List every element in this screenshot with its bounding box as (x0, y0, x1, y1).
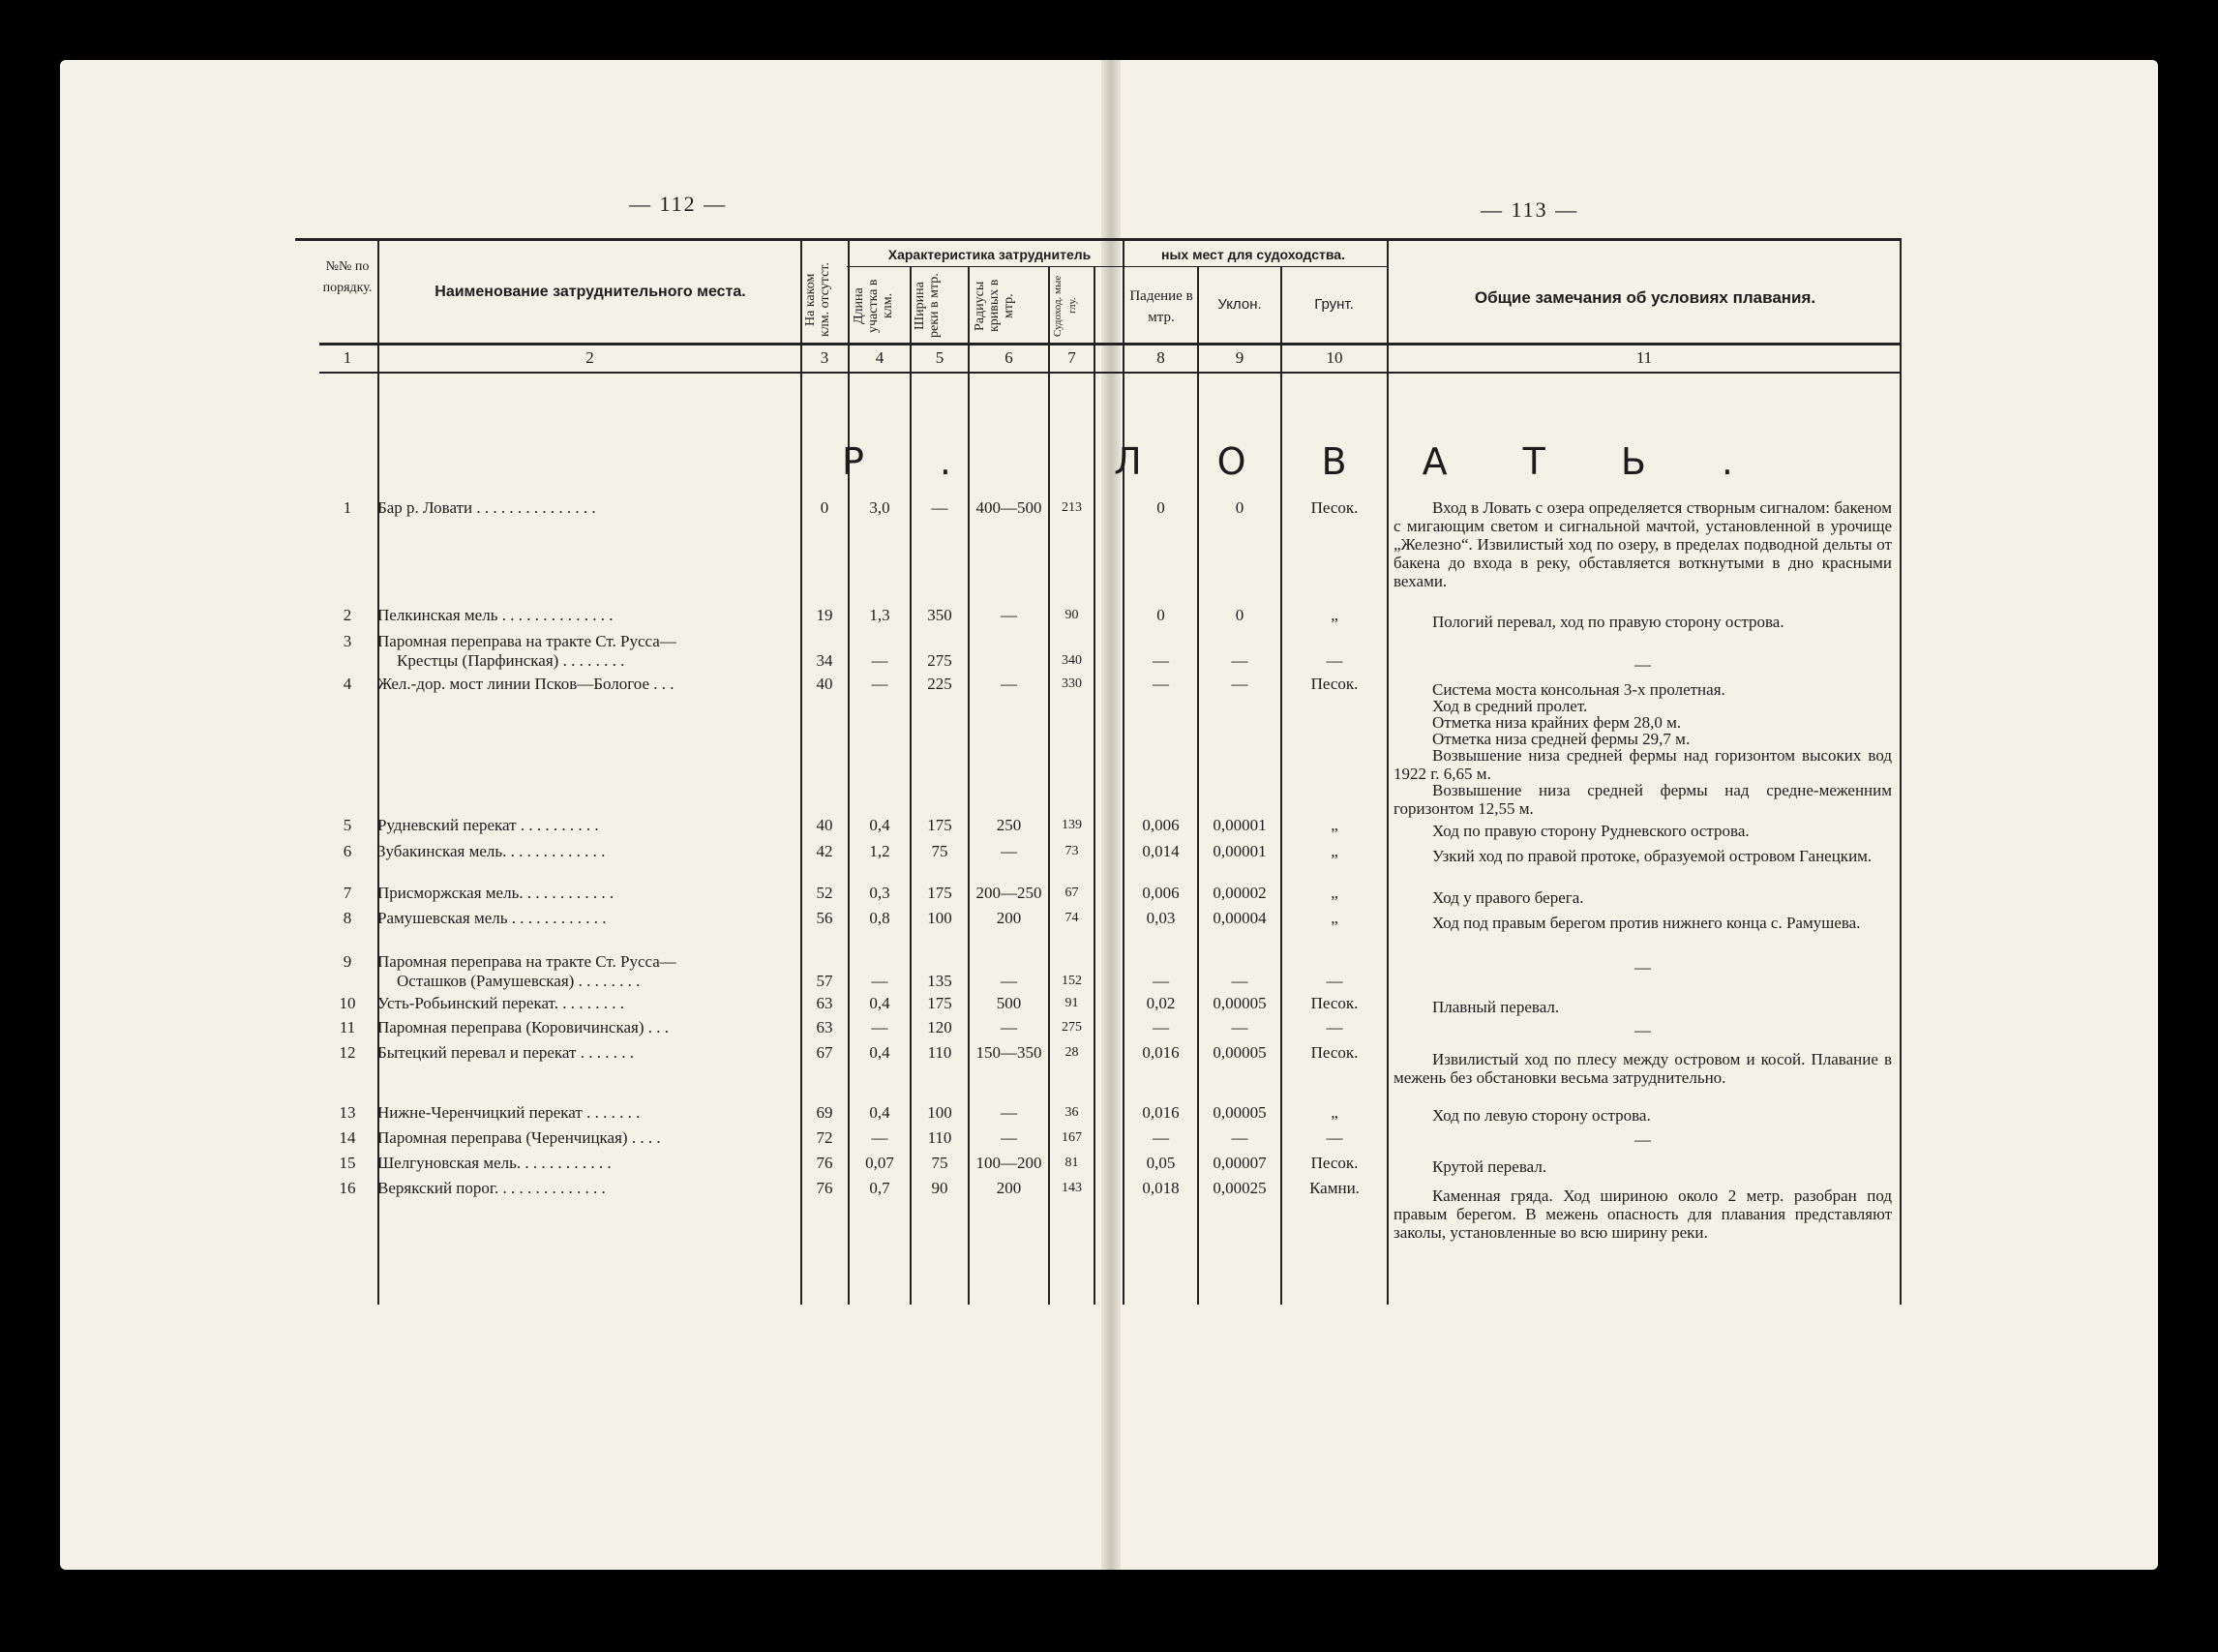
remark-text: Отметка низа средней фермы 29,7 м. (1432, 730, 1691, 748)
row-w: 175 (927, 994, 952, 1012)
row-w: 100 (927, 1103, 952, 1122)
col-number: 11 (1635, 348, 1653, 367)
row-name: Шелгуновская мель. . . . . . . . . . . . (377, 1154, 612, 1172)
row-name: Усть-Робьинский перекат. . . . . . . . . (377, 994, 624, 1012)
remark-text: Вход в Ловать с озера определяется створным сигналом: бакеном с мигающим светом и сигнальной мачтой, установленной в урочище „Железно“. Извилистый ход по озеру, в пределах подводной дельты от бакена до входа в реку, обставляется воткнутыми в дно красными вехами. (1394, 498, 1892, 590)
row-fall: 0,006 (1142, 884, 1180, 902)
col-divider (1094, 266, 1095, 1305)
row-slope: — (1231, 1018, 1248, 1036)
remark-text: Извилистый ход по плесу между островом и косой. Плавание в межень без обстановки весьма затруднительно. (1394, 1050, 1892, 1087)
row-w: 75 (931, 1154, 948, 1172)
row-fall: 0 (1156, 606, 1165, 624)
row-name-cont: Крестцы (Парфинская) . . . . . . . . (397, 651, 625, 670)
row-soil: Песок. (1310, 675, 1359, 693)
row-km: 76 (816, 1179, 833, 1197)
row-d: 74 (1064, 911, 1079, 925)
col-divider (1900, 240, 1902, 1305)
row-n: 4 (343, 675, 352, 693)
remark-text: Пологий перевал, ход по правую сторону острова. (1432, 613, 1784, 631)
row-w: 120 (927, 1018, 952, 1036)
row-slope: — (1231, 675, 1248, 693)
row-slope: 0,00001 (1213, 816, 1267, 834)
row-len: — (871, 651, 888, 670)
row-km: 69 (816, 1103, 833, 1122)
remark-text: Возвышение низа средней фермы над средне-меженним горизонтом 12,55 м. (1394, 781, 1892, 818)
header-remarks: Общие замечания об условиях плавания. (1474, 288, 1816, 307)
row-n: 7 (343, 884, 352, 902)
row-name: Присморжская мель. . . . . . . . . . . . (377, 884, 614, 902)
row-soil: „ (1331, 816, 1338, 834)
row-fall: 0,05 (1146, 1154, 1176, 1172)
row-name: Бар р. Ловати . . . . . . . . . . . . . . . (377, 498, 596, 517)
remark-text: Ход по правую сторону Рудневского острова. (1432, 822, 1750, 840)
row-km: 42 (816, 842, 833, 860)
row-n: 9 (343, 952, 352, 971)
row-n: 11 (339, 1018, 356, 1036)
row-n: 13 (339, 1103, 356, 1122)
row-r: 250 (996, 816, 1022, 834)
row-d: 139 (1062, 818, 1082, 832)
row-soil: — (1326, 972, 1343, 990)
row-soil: „ (1331, 842, 1338, 860)
row-len: 0,4 (869, 816, 890, 834)
row-w: 100 (927, 909, 952, 927)
row-name: Паромная переправа (Черенчицкая) . . . . (377, 1128, 661, 1147)
row-n: 16 (339, 1179, 356, 1197)
group-header-rule (847, 266, 1389, 267)
row-len: — (871, 1018, 888, 1036)
row-w: 110 (927, 1128, 952, 1147)
row-km: 57 (816, 972, 833, 990)
row-d: 275 (1062, 1020, 1082, 1035)
col-number: 6 (1004, 348, 1013, 367)
header-depth: Судоход. мые глу. (1052, 275, 1078, 337)
row-soil: Камни. (1309, 1179, 1360, 1197)
row-len: 1,3 (869, 606, 890, 624)
row-d: 67 (1064, 886, 1079, 900)
col-number: 10 (1326, 348, 1343, 367)
row-soil: „ (1331, 884, 1338, 902)
row-fall: 0,014 (1142, 842, 1180, 860)
row-slope: 0,00005 (1213, 994, 1267, 1012)
row-slope: 0,00002 (1213, 884, 1267, 902)
row-fall: 0,02 (1146, 994, 1176, 1012)
row-slope: 0,00001 (1213, 842, 1267, 860)
col-divider (1048, 266, 1050, 1305)
header-number: №№ по порядку. (322, 259, 373, 295)
row-r: 200 (996, 909, 1022, 927)
row-r: — (1001, 675, 1017, 693)
row-w: 110 (927, 1043, 952, 1062)
row-soil: Песок. (1310, 1043, 1359, 1062)
row-soil: Песок. (1310, 994, 1359, 1012)
row-name: Рамушевская мель . . . . . . . . . . . . (377, 909, 607, 927)
row-r: 100—200 (975, 1154, 1042, 1172)
remark-text: — (1634, 655, 1651, 674)
row-len: 0,4 (869, 1103, 890, 1122)
row-name: Пелкинская мель . . . . . . . . . . . . . . (377, 606, 614, 624)
row-km: 63 (816, 994, 833, 1012)
row-w: 225 (927, 675, 952, 693)
row-name: Паромная переправа на тракте Ст. Русса— (377, 952, 676, 971)
row-km: 40 (816, 816, 833, 834)
row-name: Паромная переправа на тракте Ст. Русса— (377, 632, 676, 650)
row-slope: 0,00025 (1213, 1179, 1267, 1197)
row-r: 500 (996, 994, 1022, 1012)
col-divider (1280, 266, 1282, 1305)
row-d: 73 (1064, 844, 1079, 858)
row-w: 75 (931, 842, 948, 860)
table-top-rule (295, 238, 1902, 241)
remark-text: Плавный перевал. (1432, 998, 1560, 1016)
row-name: Бытецкий перевал и перекат . . . . . . . (377, 1043, 634, 1062)
col-number: 7 (1067, 348, 1076, 367)
row-len: 0,4 (869, 994, 890, 1012)
row-fall: 0,018 (1142, 1179, 1180, 1197)
remark-text: — (1634, 1130, 1651, 1149)
row-n: 15 (339, 1154, 356, 1172)
row-km: 56 (816, 909, 833, 927)
header-characteristics-left: Характеристика затруднитель (887, 247, 1092, 262)
col-divider (1387, 240, 1389, 1305)
row-slope: 0,00005 (1213, 1103, 1267, 1122)
header-soil: Грунт. (1314, 296, 1354, 313)
header-slope: Уклон. (1217, 296, 1262, 313)
row-slope: 0 (1235, 498, 1244, 517)
row-n: 1 (343, 498, 352, 517)
col-number: 1 (343, 348, 352, 367)
page-number-left: — 112 — (629, 192, 728, 216)
row-n: 10 (339, 994, 356, 1012)
row-fall: 0,006 (1142, 816, 1180, 834)
row-name: Нижне-Черенчицкий перекат . . . . . . . (377, 1103, 641, 1122)
row-slope: — (1231, 972, 1248, 990)
row-n: 14 (339, 1128, 356, 1147)
row-d: 143 (1062, 1181, 1082, 1195)
row-soil: „ (1331, 1103, 1338, 1122)
row-len: 0,3 (869, 884, 890, 902)
remark-text: Ход по левую сторону острова. (1432, 1106, 1651, 1125)
header-km: На каком клм. отсутст. (803, 262, 832, 338)
row-name: Жел.-дор. мост линии Псков—Бологое . . . (377, 675, 674, 693)
row-len: 0,7 (869, 1179, 890, 1197)
row-km: 63 (816, 1018, 833, 1036)
row-km: 0 (820, 498, 829, 517)
row-fall: — (1153, 1128, 1169, 1147)
row-fall: — (1153, 675, 1169, 693)
row-r: — (1001, 842, 1017, 860)
row-km: 19 (816, 606, 833, 624)
row-r: — (1001, 606, 1017, 624)
header-fall: Падение в мтр. (1129, 288, 1193, 325)
col-number: 3 (820, 348, 829, 367)
row-len: — (871, 972, 888, 990)
row-d: 340 (1062, 653, 1082, 668)
header-length: Длина участка в клм. (852, 279, 895, 333)
remark-text: Система моста консольная 3-х пролетная. (1432, 680, 1725, 699)
header-characteristics-right: ных мест для судоходства. (1161, 247, 1345, 262)
row-fall: 0,016 (1142, 1043, 1180, 1062)
row-km: 52 (816, 884, 833, 902)
row-fall: — (1153, 1018, 1169, 1036)
row-n: 6 (343, 842, 352, 860)
row-slope: 0,00005 (1213, 1043, 1267, 1062)
row-len: 0,07 (865, 1154, 894, 1172)
remark-text: Отметка низа крайних ферм 28,0 м. (1432, 713, 1682, 732)
header-bottom-rule (319, 343, 1902, 345)
remark-text: Ход под правым берегом против нижнего конца с. Рамушева. (1432, 914, 1861, 932)
row-len: 1,2 (869, 842, 890, 860)
row-slope: — (1231, 1128, 1248, 1147)
remark-text: — (1634, 958, 1651, 976)
row-d: 28 (1064, 1045, 1079, 1060)
row-soil: — (1326, 651, 1343, 670)
row-n: 2 (343, 606, 352, 624)
row-d: 91 (1064, 996, 1079, 1010)
row-soil: „ (1331, 909, 1338, 927)
row-w: 90 (931, 1179, 948, 1197)
remark-text: Возвышение низа средней фермы над горизонтом высоких вод 1922 г. 6,65 м. (1394, 746, 1892, 783)
row-d: 90 (1064, 608, 1079, 622)
row-r: — (1001, 1018, 1017, 1036)
col-number: 8 (1156, 348, 1165, 367)
col-number: 4 (875, 348, 884, 367)
row-len: 3,0 (869, 498, 890, 517)
remark-text: Узкий ход по правой протоке, образуемой островом Ганецким. (1432, 847, 1873, 865)
row-r: — (1001, 1103, 1017, 1122)
row-w: — (931, 498, 948, 517)
row-soil: Песок. (1310, 498, 1359, 517)
row-w: 275 (927, 651, 952, 670)
row-len: — (871, 675, 888, 693)
row-r: 400—500 (975, 498, 1042, 517)
remark-text: Каменная гряда. Ход шириною около 2 метр. разобран под правым берегом. В межень опасность для плавания представляют заколы, установленные во всю ширину реки. (1394, 1186, 1892, 1242)
row-w: 350 (927, 606, 952, 624)
remark-text: Ход у правого берега. (1432, 888, 1584, 907)
row-w: 175 (927, 884, 952, 902)
row-len: 0,8 (869, 909, 890, 927)
row-slope: 0,00004 (1213, 909, 1267, 927)
col-number: 2 (585, 348, 594, 367)
row-d: 213 (1062, 500, 1082, 515)
row-fall: 0 (1156, 498, 1165, 517)
row-fall: — (1153, 972, 1169, 990)
remark-text: — (1634, 1021, 1651, 1039)
row-name: Верякский порог. . . . . . . . . . . . . . (377, 1179, 606, 1197)
row-len: 0,4 (869, 1043, 890, 1062)
remark-text: Крутой перевал. (1432, 1157, 1547, 1176)
row-slope: — (1231, 651, 1248, 670)
row-soil: — (1326, 1018, 1343, 1036)
row-d: 36 (1064, 1105, 1079, 1120)
row-w: 175 (927, 816, 952, 834)
row-km: 40 (816, 675, 833, 693)
row-slope: 0,00007 (1213, 1154, 1267, 1172)
row-n: 5 (343, 816, 352, 834)
row-fall: 0,03 (1146, 909, 1176, 927)
row-km: 76 (816, 1154, 833, 1172)
row-len: — (871, 1128, 888, 1147)
row-r: 150—350 (975, 1043, 1042, 1062)
row-w: 135 (927, 972, 952, 990)
row-fall: 0,016 (1142, 1103, 1180, 1122)
col-number: 5 (935, 348, 944, 367)
row-soil: Песок. (1310, 1154, 1359, 1172)
row-soil: — (1326, 1128, 1343, 1147)
row-fall: — (1153, 651, 1169, 670)
river-title: Р. ЛОВАТЬ. (842, 440, 1809, 483)
row-n: 3 (343, 632, 352, 650)
row-r: — (1001, 972, 1017, 990)
row-d: 81 (1064, 1156, 1079, 1170)
header-name: Наименование затруднительного места. (435, 284, 746, 300)
row-name: Рудневский перекат . . . . . . . . . . (377, 816, 599, 834)
col-divider (910, 266, 912, 1305)
header-radius: Радиусы кривых в мтр. (973, 279, 1016, 333)
row-d: 152 (1062, 974, 1082, 988)
row-r: — (1001, 1128, 1017, 1147)
col-number: 9 (1235, 348, 1244, 367)
remark-text: Ход в средний пролет. (1432, 697, 1588, 715)
row-name-cont: Осташков (Рамушевская) . . . . . . . . (397, 972, 641, 990)
row-d: 167 (1062, 1130, 1082, 1145)
col-divider (968, 266, 970, 1305)
book-gutter (1101, 60, 1121, 1570)
page-number-right: — 113 — (1481, 197, 1579, 222)
row-km: 67 (816, 1043, 833, 1062)
row-r: 200—250 (975, 884, 1042, 902)
row-slope: 0 (1235, 606, 1244, 624)
colnum-bottom-rule (319, 372, 1902, 374)
row-name: Зубакинская мель. . . . . . . . . . . . . (377, 842, 606, 860)
row-r: 200 (996, 1179, 1022, 1197)
row-n: 12 (339, 1043, 356, 1062)
row-km: 34 (816, 651, 833, 670)
row-soil: „ (1331, 606, 1338, 624)
row-d: 330 (1062, 676, 1082, 691)
header-width: Ширина реки в мтр. (913, 273, 942, 339)
row-name: Паромная переправа (Коровичинская) . . . (377, 1018, 669, 1036)
row-n: 8 (343, 909, 352, 927)
col-divider (1197, 266, 1199, 1305)
row-km: 72 (816, 1128, 833, 1147)
